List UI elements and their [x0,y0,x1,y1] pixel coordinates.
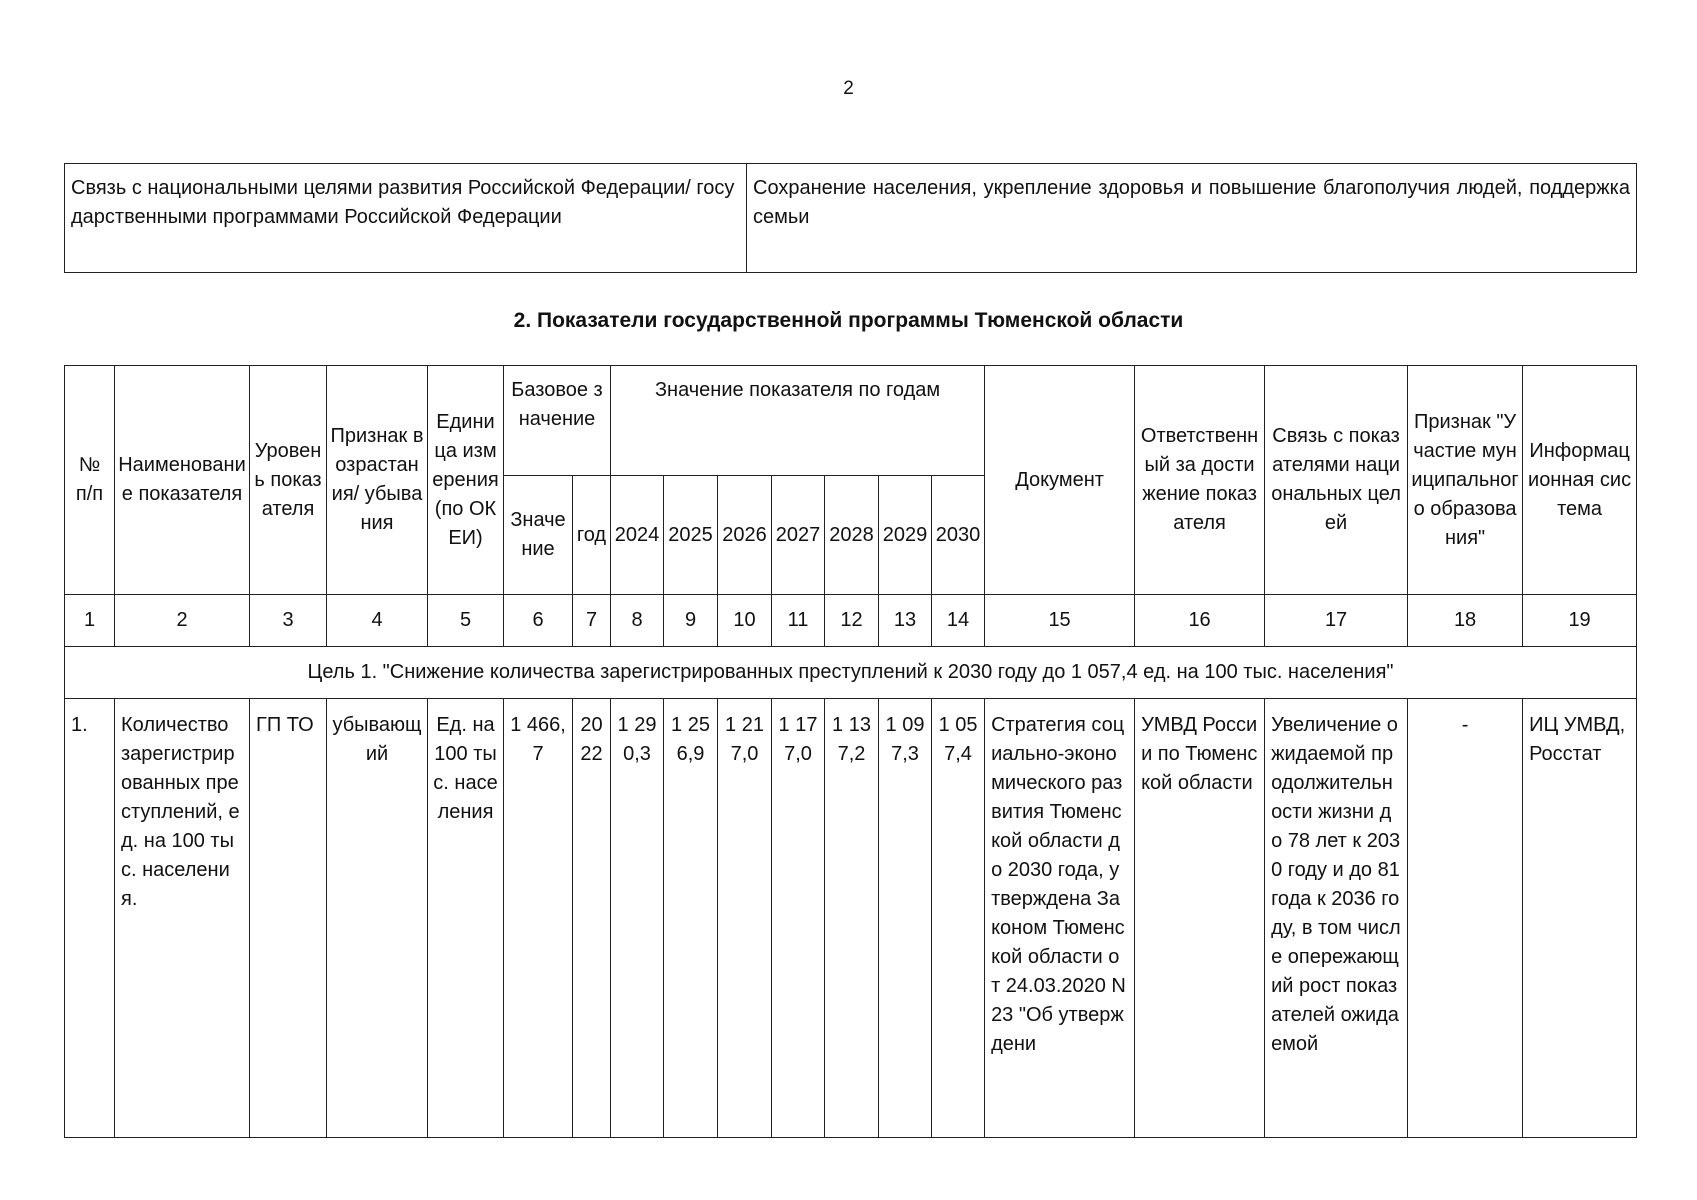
row-trend: убывающий [327,699,428,1138]
indicators-table [64,365,1637,1138]
header-document: Документ [985,366,1135,595]
header-year: 2027 [772,476,825,595]
header-num: № п/п [65,366,115,595]
table-row [65,699,1637,1138]
column-number: 18 [1408,595,1523,647]
goal-title: Цель 1. "Снижение количества зарегистрированных преступлений к 2030 году до 1 057,4 ед. на 100 тыс. населения" [65,647,1637,699]
goal-row [65,647,1637,699]
row-value-2024: 1 290,3 [611,699,664,1138]
column-number: 8 [611,595,664,647]
header-years-group: Значение показателя по годам [611,366,985,476]
column-numbers-row [65,595,1637,647]
row-unit: Ед. на 100 тыс. населения [428,699,504,1138]
column-number: 11 [772,595,825,647]
column-number: 17 [1265,595,1408,647]
header-base: Базовое значение [504,366,611,476]
column-number: 15 [985,595,1135,647]
row-value-2030: 1 057,4 [932,699,985,1138]
header-unit: Единица измерения (по ОКЕИ) [428,366,504,595]
header-level: Уровень показателя [250,366,327,595]
header-year: 2025 [664,476,718,595]
column-number: 14 [932,595,985,647]
column-number: 12 [825,595,879,647]
header-trend: Признак возрастания/ убывания [327,366,428,595]
national-goals-link-table [64,163,1637,273]
header-year: 2026 [718,476,772,595]
row-base-year: 2022 [573,699,611,1138]
header-year: 2024 [611,476,664,595]
column-number: 16 [1135,595,1265,647]
row-national-link: Увеличение ожидаемой продолжительности жизни до 78 лет к 2030 году и до 81 года к 2036 году, в том числе опережающий рост показателей ожидаемой [1265,699,1408,1138]
row-num: 1. [65,699,115,1138]
row-name: Количество зарегистрированных преступлений, ед. на 100 тыс. населения. [115,699,250,1138]
header-year: 2030 [932,476,985,595]
section-title: 2. Показатели государственной программы Тюменской области [513,309,1184,332]
column-number: 7 [573,595,611,647]
header-municipal: Признак "Участие муниципального образования" [1408,366,1523,595]
row-responsible: УМВД России по Тюменской области [1135,699,1265,1138]
row-value-2029: 1 097,3 [879,699,932,1138]
column-number: 1 [65,595,115,647]
row-document: Стратегия социально-экономического развития Тюменской области до 2030 года, утверждена Законом Тюменской области от 24.03.2020 N 23 "Об утверждени [985,699,1135,1138]
row-value-2026: 1 217,0 [718,699,772,1138]
header-national-link: Связь с показателями национальных целей [1265,366,1408,595]
row-value-2027: 1 177,0 [772,699,825,1138]
header-base-year: год [573,476,611,595]
column-number: 6 [504,595,573,647]
header-info-system: Информационная система [1523,366,1637,595]
row-level: ГП ТО [250,699,327,1138]
column-number: 13 [879,595,932,647]
national-goals-link-label: Связь с национальными целями развития Российской Федерации/ государственными программами Российской Федерации [65,164,747,273]
column-number: 19 [1523,595,1637,647]
row-info-system: ИЦ УМВД, Росстат [1523,699,1637,1138]
header-year: 2028 [825,476,879,595]
column-number: 10 [718,595,772,647]
national-goals-link-row [65,164,1637,273]
page-number: 2 [843,78,854,99]
column-number: 4 [327,595,428,647]
column-number: 5 [428,595,504,647]
row-base-value: 1 466,7 [504,699,573,1138]
row-municipal: - [1408,699,1523,1138]
header-year: 2029 [879,476,932,595]
column-number: 3 [250,595,327,647]
header-responsible: Ответственный за достижение показателя [1135,366,1265,595]
column-number: 9 [664,595,718,647]
row-value-2028: 1 137,2 [825,699,879,1138]
header-base-value: Значение [504,476,573,595]
column-number: 2 [115,595,250,647]
header-row-1 [65,366,1637,476]
national-goals-link-value: Сохранение населения, укрепление здоровья и повышение благополучия людей, поддержка семьи [747,164,1637,273]
row-value-2025: 1 256,9 [664,699,718,1138]
header-name: Наименование показателя [115,366,250,595]
